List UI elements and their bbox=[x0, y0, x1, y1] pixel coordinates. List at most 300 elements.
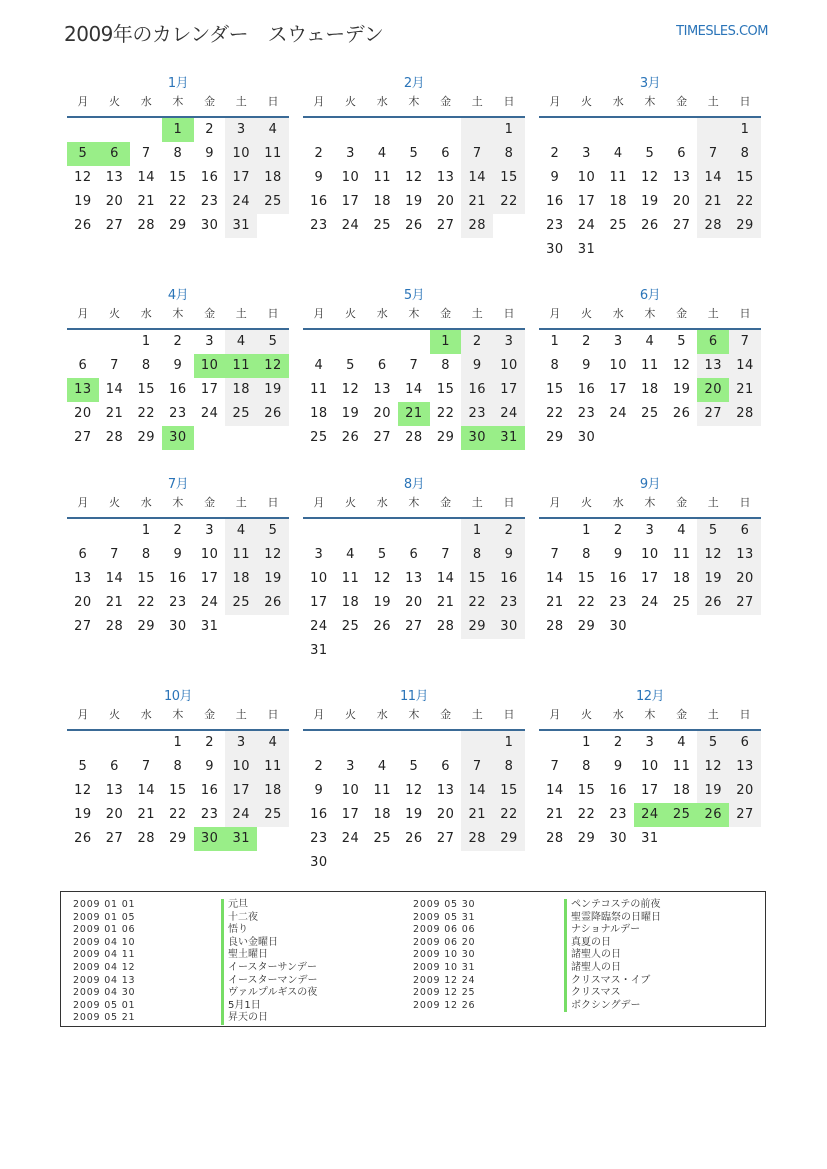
holiday-name: イースターマンデー bbox=[221, 975, 318, 988]
weekday-label: 水 bbox=[376, 708, 388, 721]
weekday-label: 木 bbox=[408, 95, 420, 108]
holiday-date: 2009 04 13 bbox=[73, 974, 136, 986]
day-cell: 22 bbox=[461, 591, 493, 615]
day-cell: 22 bbox=[493, 190, 525, 214]
day-cell: 30 bbox=[609, 831, 627, 846]
day-cell: 24 bbox=[310, 619, 328, 634]
day-cell: 8 bbox=[141, 358, 151, 373]
day-cell: 29 bbox=[137, 430, 155, 445]
day-cell: 18 bbox=[672, 783, 691, 798]
day-cell: 16 bbox=[609, 571, 627, 586]
day-cell: 21 bbox=[461, 803, 493, 827]
day-cell: 11 bbox=[341, 571, 360, 586]
empty-day-cell bbox=[335, 731, 367, 755]
day-cell: 27 bbox=[74, 430, 92, 445]
day-cell: 9 bbox=[173, 547, 183, 562]
day-cell: 13 bbox=[373, 382, 391, 397]
day-cell: 4 bbox=[225, 519, 257, 543]
day-cell: 13 bbox=[105, 783, 124, 798]
day-cell: 14 bbox=[461, 779, 493, 803]
day-cell: 28 bbox=[105, 430, 124, 445]
weekday-label: 日 bbox=[267, 496, 279, 509]
day-cell: 30 bbox=[609, 619, 627, 634]
day-grid bbox=[539, 330, 761, 450]
day-cell: 3 bbox=[582, 146, 591, 161]
day-cell: 18 bbox=[641, 382, 659, 397]
day-cell: 7 bbox=[110, 358, 119, 373]
empty-day-cell bbox=[366, 330, 398, 354]
weekday-label: 金 bbox=[676, 95, 688, 108]
day-cell: 18 bbox=[672, 571, 691, 586]
holiday-name: 十二夜 bbox=[221, 912, 318, 925]
month-10 bbox=[67, 687, 289, 851]
day-cell: 8 bbox=[441, 358, 450, 373]
weekday-header bbox=[303, 495, 525, 519]
day-cell: 31 bbox=[310, 643, 328, 658]
day-cell: 21 bbox=[436, 595, 455, 610]
day-cell: 6 bbox=[78, 547, 88, 562]
day-cell: 22 bbox=[729, 190, 761, 214]
day-grid bbox=[67, 330, 289, 450]
day-cell: 7 bbox=[110, 547, 119, 562]
day-cell: 7 bbox=[141, 759, 151, 774]
day-cell: 12 bbox=[641, 170, 659, 185]
day-cell: 2 bbox=[314, 759, 324, 774]
day-cell: 12 bbox=[697, 755, 729, 779]
day-cell: 19 bbox=[74, 807, 92, 822]
holiday-date: 2009 05 01 bbox=[73, 999, 136, 1011]
month-6 bbox=[539, 286, 761, 450]
weekday-header bbox=[539, 495, 761, 519]
weekday-label: 月 bbox=[549, 496, 561, 509]
day-cell: 11 bbox=[257, 755, 289, 779]
holiday-name: 真夏の日 bbox=[564, 937, 661, 950]
month-name: 4月 bbox=[167, 288, 189, 303]
weekday-label: 土 bbox=[471, 307, 483, 320]
day-cell: 22 bbox=[169, 194, 187, 209]
day-cell: 29 bbox=[137, 619, 155, 634]
day-cell: 2 bbox=[173, 334, 183, 349]
day-cell: 12 bbox=[74, 783, 92, 798]
day-cell: 6 bbox=[377, 358, 387, 373]
day-cell: 27 bbox=[105, 218, 124, 233]
weekday-label: 金 bbox=[676, 307, 688, 320]
day-cell: 18 bbox=[257, 166, 289, 190]
day-cell: 23 bbox=[461, 402, 493, 426]
holiday-date: 2009 01 01 bbox=[73, 899, 136, 910]
holiday-date: 2009 01 05 bbox=[73, 911, 136, 923]
weekday-label: 木 bbox=[172, 95, 184, 108]
day-cell: 2 bbox=[582, 334, 591, 349]
day-cell: 11 bbox=[257, 142, 289, 166]
empty-day-cell bbox=[430, 118, 462, 142]
empty-day-cell bbox=[398, 330, 430, 354]
weekday-label: 水 bbox=[612, 496, 624, 509]
weekday-label: 金 bbox=[440, 496, 452, 509]
day-cell: 17 bbox=[200, 382, 219, 397]
day-cell: 24 bbox=[341, 218, 360, 233]
weekday-label: 土 bbox=[707, 307, 719, 320]
day-cell: 31 bbox=[577, 242, 596, 257]
day-cell: 7 bbox=[461, 755, 493, 779]
day-cell: 6 bbox=[441, 146, 450, 161]
empty-day-cell bbox=[398, 519, 430, 543]
weekday-label: 土 bbox=[707, 708, 719, 721]
day-grid bbox=[303, 731, 525, 875]
weekday-label: 火 bbox=[581, 496, 593, 509]
day-cell: 14 bbox=[137, 783, 155, 798]
weekday-header bbox=[303, 707, 525, 731]
weekday-label: 土 bbox=[707, 95, 719, 108]
day-cell: 26 bbox=[74, 218, 92, 233]
weekday-label: 日 bbox=[267, 307, 279, 320]
day-cell: 4 bbox=[257, 731, 289, 755]
holiday-name: 良い金曜日 bbox=[221, 937, 318, 950]
day-cell: 9 bbox=[550, 170, 560, 185]
day-cell: 3 bbox=[225, 731, 257, 755]
day-cell: 14 bbox=[461, 166, 493, 190]
day-grid bbox=[303, 118, 525, 238]
empty-day-cell bbox=[430, 731, 462, 755]
day-cell: 29 bbox=[546, 430, 564, 445]
month-name: 11月 bbox=[399, 689, 429, 704]
empty-day-cell bbox=[67, 330, 99, 354]
month-11 bbox=[303, 687, 525, 875]
day-cell: 29 bbox=[461, 615, 493, 639]
holiday-names-col-1 bbox=[221, 899, 318, 1025]
month-8 bbox=[303, 475, 525, 663]
empty-day-cell bbox=[430, 519, 462, 543]
day-cell: 21 bbox=[461, 190, 493, 214]
day-cell: 22 bbox=[577, 807, 596, 822]
day-cell: 30 bbox=[310, 855, 328, 870]
weekday-label: 火 bbox=[345, 708, 357, 721]
holiday-name: 聖霊降臨祭の日曜日 bbox=[564, 912, 661, 925]
day-cell: 15 bbox=[461, 567, 493, 591]
weekday-header bbox=[539, 707, 761, 731]
day-cell: 17 bbox=[225, 779, 257, 803]
day-cell: 26 bbox=[672, 406, 691, 421]
day-cell: 30 bbox=[461, 426, 493, 450]
day-cell: 10 bbox=[641, 547, 659, 562]
day-cell: 21 bbox=[398, 402, 430, 426]
weekday-label: 金 bbox=[204, 307, 216, 320]
day-cell: 5 bbox=[697, 731, 729, 755]
holiday-date: 2009 10 31 bbox=[413, 961, 476, 973]
day-cell: 17 bbox=[641, 571, 659, 586]
day-cell: 1 bbox=[729, 118, 761, 142]
empty-day-cell bbox=[461, 118, 493, 142]
empty-day-cell bbox=[602, 118, 634, 142]
day-cell: 18 bbox=[225, 567, 257, 591]
day-cell: 31 bbox=[200, 619, 219, 634]
empty-day-cell bbox=[99, 118, 131, 142]
day-cell: 2 bbox=[493, 519, 525, 543]
day-cell: 27 bbox=[373, 430, 391, 445]
day-cell: 26 bbox=[641, 218, 659, 233]
day-cell: 4 bbox=[677, 735, 686, 750]
empty-day-cell bbox=[398, 731, 430, 755]
weekday-header bbox=[67, 306, 289, 330]
day-cell: 26 bbox=[341, 430, 360, 445]
empty-day-cell bbox=[366, 519, 398, 543]
day-cell: 15 bbox=[169, 783, 187, 798]
day-cell: 21 bbox=[546, 595, 564, 610]
day-cell: 13 bbox=[729, 755, 761, 779]
day-cell: 22 bbox=[546, 406, 564, 421]
day-cell: 11 bbox=[373, 783, 391, 798]
day-cell: 28 bbox=[137, 831, 155, 846]
day-cell: 17 bbox=[493, 378, 525, 402]
day-cell: 17 bbox=[641, 783, 659, 798]
month-3 bbox=[539, 74, 761, 262]
empty-day-cell bbox=[130, 731, 162, 755]
day-cell: 4 bbox=[377, 146, 387, 161]
day-cell: 18 bbox=[341, 595, 360, 610]
empty-day-cell bbox=[571, 118, 603, 142]
day-cell: 27 bbox=[729, 803, 761, 827]
day-cell: 16 bbox=[546, 194, 564, 209]
weekday-label: 土 bbox=[471, 95, 483, 108]
day-cell: 28 bbox=[405, 430, 423, 445]
day-cell: 23 bbox=[200, 807, 219, 822]
holiday-name: イースターサンデー bbox=[221, 962, 318, 975]
holiday-name: ペンテコステの前夜 bbox=[564, 899, 661, 912]
day-cell: 22 bbox=[137, 406, 155, 421]
day-cell: 24 bbox=[641, 595, 659, 610]
empty-day-cell bbox=[366, 731, 398, 755]
weekday-label: 月 bbox=[77, 708, 89, 721]
day-grid bbox=[303, 519, 525, 663]
day-cell: 25 bbox=[373, 218, 391, 233]
weekday-label: 金 bbox=[676, 496, 688, 509]
day-cell: 15 bbox=[577, 571, 596, 586]
day-grid bbox=[67, 118, 289, 238]
day-cell: 3 bbox=[205, 334, 214, 349]
day-cell: 4 bbox=[645, 334, 655, 349]
weekday-label: 木 bbox=[644, 307, 656, 320]
holiday-list bbox=[60, 891, 766, 1027]
day-cell: 8 bbox=[582, 759, 591, 774]
day-cell: 23 bbox=[200, 194, 219, 209]
day-cell: 15 bbox=[577, 783, 596, 798]
weekday-label: 金 bbox=[440, 95, 452, 108]
day-cell: 16 bbox=[493, 567, 525, 591]
day-cell: 21 bbox=[137, 807, 155, 822]
day-cell: 15 bbox=[137, 382, 155, 397]
day-cell: 18 bbox=[310, 406, 328, 421]
day-cell: 31 bbox=[641, 831, 659, 846]
month-12 bbox=[539, 687, 761, 851]
weekday-label: 木 bbox=[644, 496, 656, 509]
day-cell: 10 bbox=[341, 170, 360, 185]
weekday-label: 火 bbox=[109, 95, 121, 108]
weekday-label: 日 bbox=[739, 95, 751, 108]
weekday-label: 水 bbox=[376, 95, 388, 108]
day-cell: 10 bbox=[200, 547, 219, 562]
day-cell: 27 bbox=[436, 218, 455, 233]
day-cell: 27 bbox=[729, 591, 761, 615]
empty-day-cell bbox=[99, 330, 131, 354]
page-title: 2009年のカレンダー スウェーデン bbox=[64, 22, 384, 46]
empty-day-cell bbox=[335, 330, 367, 354]
holiday-date: 2009 06 20 bbox=[413, 936, 476, 948]
weekday-label: 土 bbox=[235, 708, 247, 721]
day-cell: 28 bbox=[436, 619, 455, 634]
weekday-label: 木 bbox=[172, 708, 184, 721]
day-grid bbox=[539, 118, 761, 262]
day-cell: 23 bbox=[609, 595, 627, 610]
day-cell: 20 bbox=[436, 194, 455, 209]
day-cell: 29 bbox=[169, 831, 187, 846]
day-cell: 3 bbox=[225, 118, 257, 142]
month-5 bbox=[303, 286, 525, 450]
day-cell: 29 bbox=[493, 827, 525, 851]
day-cell: 10 bbox=[609, 358, 627, 373]
day-grid bbox=[539, 731, 761, 851]
day-cell: 17 bbox=[310, 595, 328, 610]
day-cell: 8 bbox=[173, 759, 183, 774]
day-cell: 20 bbox=[729, 779, 761, 803]
day-cell: 9 bbox=[205, 759, 214, 774]
day-cell: 3 bbox=[613, 334, 623, 349]
weekday-label: 月 bbox=[77, 95, 89, 108]
holiday-name: 昇天の日 bbox=[221, 1012, 318, 1025]
day-cell: 2 bbox=[461, 330, 493, 354]
day-cell: 18 bbox=[373, 194, 391, 209]
weekday-label: 水 bbox=[140, 307, 152, 320]
holiday-name: 元旦 bbox=[221, 899, 318, 912]
day-cell: 19 bbox=[257, 567, 289, 591]
day-cell: 27 bbox=[672, 218, 691, 233]
weekday-label: 日 bbox=[267, 95, 279, 108]
day-cell: 22 bbox=[436, 406, 455, 421]
empty-day-cell bbox=[303, 118, 335, 142]
weekday-label: 火 bbox=[345, 307, 357, 320]
day-cell: 24 bbox=[200, 406, 219, 421]
day-cell: 8 bbox=[493, 142, 525, 166]
day-cell: 20 bbox=[105, 807, 124, 822]
day-cell: 21 bbox=[546, 807, 564, 822]
month-name: 6月 bbox=[639, 288, 661, 303]
day-cell: 13 bbox=[729, 543, 761, 567]
day-cell: 15 bbox=[436, 382, 455, 397]
weekday-label: 木 bbox=[408, 496, 420, 509]
empty-day-cell bbox=[303, 330, 335, 354]
day-cell: 19 bbox=[405, 194, 423, 209]
day-cell: 16 bbox=[310, 807, 328, 822]
day-cell: 4 bbox=[225, 330, 257, 354]
day-cell: 24 bbox=[225, 190, 257, 214]
day-cell: 17 bbox=[225, 166, 257, 190]
weekday-label: 水 bbox=[612, 95, 624, 108]
day-cell: 7 bbox=[550, 759, 560, 774]
day-cell: 23 bbox=[577, 406, 596, 421]
day-cell: 30 bbox=[169, 619, 187, 634]
day-cell: 29 bbox=[169, 218, 187, 233]
day-cell: 14 bbox=[405, 382, 423, 397]
month-9 bbox=[539, 475, 761, 639]
day-cell: 16 bbox=[169, 571, 187, 586]
day-cell: 7 bbox=[550, 547, 560, 562]
day-cell: 31 bbox=[225, 827, 257, 851]
day-cell: 20 bbox=[74, 595, 92, 610]
day-cell: 8 bbox=[582, 547, 591, 562]
day-cell: 20 bbox=[697, 378, 729, 402]
day-cell: 12 bbox=[257, 543, 289, 567]
day-cell: 27 bbox=[436, 831, 455, 846]
day-cell: 15 bbox=[546, 382, 564, 397]
empty-day-cell bbox=[130, 118, 162, 142]
day-cell: 26 bbox=[405, 831, 423, 846]
day-cell: 1 bbox=[141, 334, 151, 349]
day-cell: 16 bbox=[310, 194, 328, 209]
day-cell: 28 bbox=[105, 619, 124, 634]
weekday-label: 日 bbox=[739, 708, 751, 721]
holiday-date: 2009 05 31 bbox=[413, 911, 476, 923]
weekday-header bbox=[67, 707, 289, 731]
day-cell: 31 bbox=[225, 214, 257, 238]
day-cell: 28 bbox=[729, 402, 761, 426]
weekday-label: 水 bbox=[612, 708, 624, 721]
day-cell: 30 bbox=[162, 426, 194, 450]
day-cell: 10 bbox=[194, 354, 226, 378]
day-cell: 1 bbox=[141, 523, 151, 538]
weekday-label: 日 bbox=[739, 496, 751, 509]
day-cell: 30 bbox=[194, 827, 226, 851]
day-cell: 25 bbox=[672, 595, 691, 610]
weekday-label: 金 bbox=[440, 307, 452, 320]
day-cell: 2 bbox=[205, 735, 214, 750]
weekday-label: 火 bbox=[581, 307, 593, 320]
holiday-date: 2009 04 11 bbox=[73, 949, 136, 961]
day-cell: 1 bbox=[582, 523, 591, 538]
weekday-label: 土 bbox=[235, 496, 247, 509]
day-cell: 9 bbox=[314, 170, 324, 185]
month-1 bbox=[67, 74, 289, 238]
day-cell: 19 bbox=[257, 378, 289, 402]
day-grid bbox=[539, 519, 761, 639]
holiday-dates-col-1 bbox=[73, 899, 135, 1025]
month-name: 5月 bbox=[403, 288, 425, 303]
day-cell: 29 bbox=[436, 430, 455, 445]
weekday-label: 火 bbox=[345, 95, 357, 108]
day-cell: 22 bbox=[577, 595, 596, 610]
day-cell: 17 bbox=[577, 194, 596, 209]
day-cell: 12 bbox=[373, 571, 391, 586]
day-cell: 27 bbox=[105, 831, 124, 846]
day-cell: 20 bbox=[74, 406, 92, 421]
empty-day-cell bbox=[99, 519, 131, 543]
site-name: TIMESLES.COM bbox=[676, 24, 768, 39]
day-cell: 3 bbox=[346, 759, 355, 774]
day-cell: 4 bbox=[613, 146, 623, 161]
holiday-date: 2009 05 21 bbox=[73, 1012, 136, 1024]
month-name: 7月 bbox=[167, 477, 189, 492]
day-cell: 12 bbox=[74, 170, 92, 185]
day-cell: 22 bbox=[137, 595, 155, 610]
day-cell: 11 bbox=[672, 759, 691, 774]
day-cell: 6 bbox=[441, 759, 450, 774]
day-cell: 13 bbox=[436, 170, 455, 185]
day-cell: 18 bbox=[257, 779, 289, 803]
day-cell: 12 bbox=[341, 382, 360, 397]
month-name: 1月 bbox=[167, 76, 189, 91]
day-cell: 26 bbox=[74, 831, 92, 846]
day-cell: 24 bbox=[493, 402, 525, 426]
holiday-name: ボクシングデー bbox=[564, 1000, 661, 1013]
weekday-label: 日 bbox=[503, 95, 515, 108]
